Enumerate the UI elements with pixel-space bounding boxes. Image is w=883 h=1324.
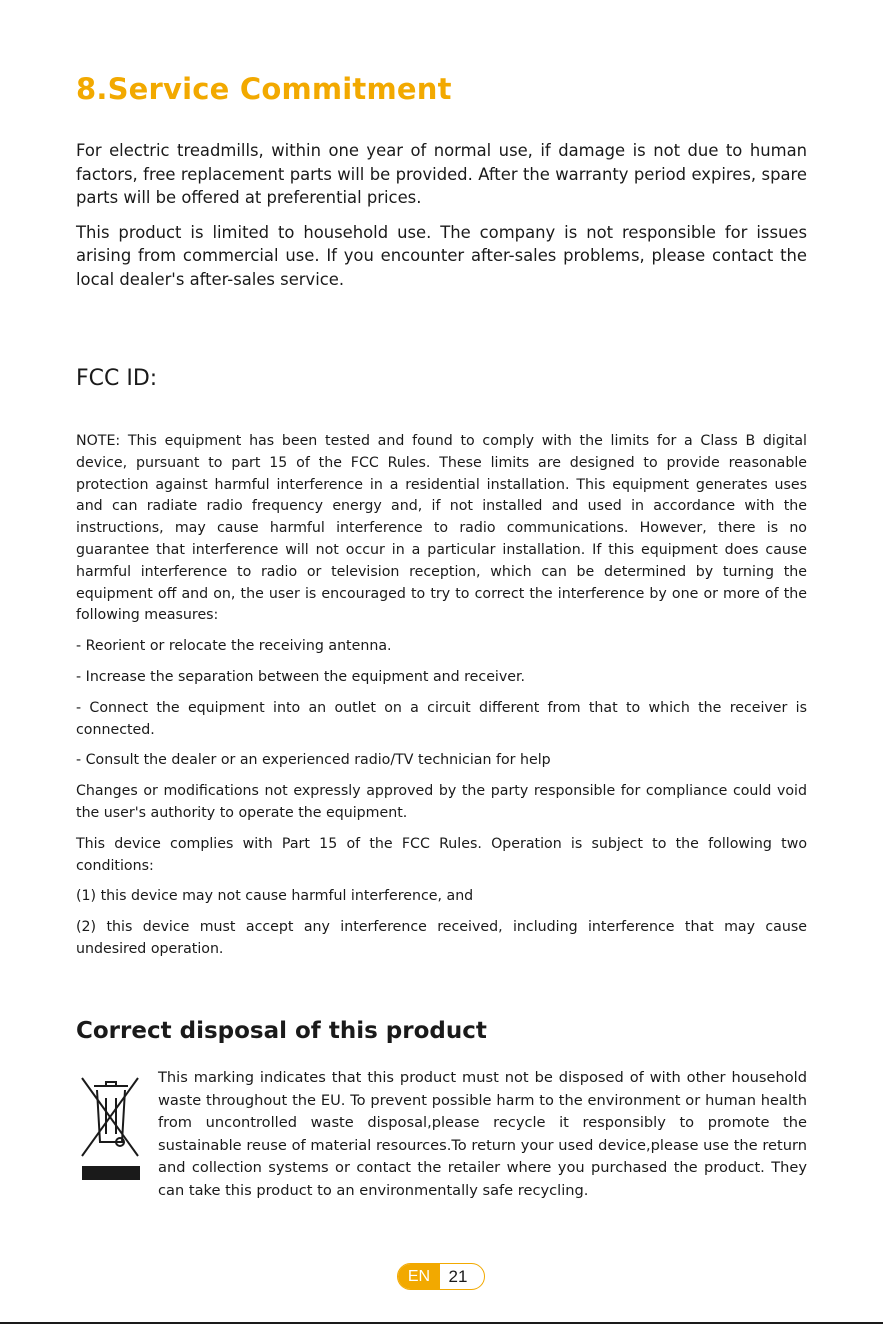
page-number: 21 xyxy=(448,1266,468,1286)
service-commitment-body xyxy=(76,139,807,291)
fcc-condition: (2) this device must accept any interference received, including interference that may cause undesired operation. xyxy=(76,919,807,957)
fcc-measure: - Connect the equipment into an outlet on a circuit different from that to which the receiver is connected. xyxy=(76,699,807,738)
service-commitment-title: 8.Service Commitment xyxy=(76,72,452,106)
fcc-measure: - Reorient or relocate the receiving antenna. xyxy=(76,638,392,655)
fcc-id-title: FCC ID: xyxy=(76,366,158,391)
disposal-paragraph: This marking indicates that this product must not be disposed of with other household waste throughout the EU. To prevent possible harm to the environment or human health from uncontrolled waste disposal,please recycle it responsibly to promote the sustainable reuse of material resources.To return your used device,please use the return and collection systems or contact the retailer where you purchased the product. They can take this product to an environmentally safe recycling. xyxy=(158,1069,807,1199)
crossed-out-wheelie-bin-icon xyxy=(80,1074,142,1180)
service-paragraph: For electric treadmills, within one year of normal use, if damage is not due to human factors, free replacement parts will be provided. After the warranty period expires, spare parts will be offered at preferential prices. xyxy=(76,141,807,207)
fcc-paragraph: NOTE: This equipment has been tested and found to comply with the limits for a Class B digital device, pursuant to part 15 of the FCC Rules. These limits are designed to provide reasonable protection against harmful interference in a residential installation. This equipment generates uses and can radiate radio frequency energy and, if not installed and used in accordance with the instructions, may cause harmful interference to radio communications. However, there is no guarantee that interference will not occur in a particular installation. If this equipment does cause harmful interference to radio or television reception, which can be determined by turning the equipment off and on, the user is encouraged to try to correct the interference by one or more of the following measures: xyxy=(76,433,807,624)
fcc-paragraph: Changes or modifications not expressly approved by the party responsible for compliance could void the user's authority to operate the equipment. xyxy=(76,783,807,821)
fcc-statement-body xyxy=(76,431,807,961)
fcc-measure: - Increase the separation between the equipment and receiver. xyxy=(76,668,526,685)
service-paragraph: This product is limited to household use. The company is not responsible for issues arising from commercial use. If you encounter after-sales problems, please contact the local dealer's after-sales service. xyxy=(76,222,807,289)
fcc-paragraph: This device complies with Part 15 of the FCC Rules. Operation is subject to the following two conditions: xyxy=(76,835,807,874)
fcc-measure: - Consult the dealer or an experienced radio/TV technician for help xyxy=(76,752,551,769)
fcc-condition: (1) this device may not cause harmful interference, and xyxy=(76,888,474,905)
page-number-badge xyxy=(397,1263,485,1290)
language-label: EN xyxy=(398,1264,440,1289)
disposal-title: Correct disposal of this product xyxy=(76,1018,487,1044)
